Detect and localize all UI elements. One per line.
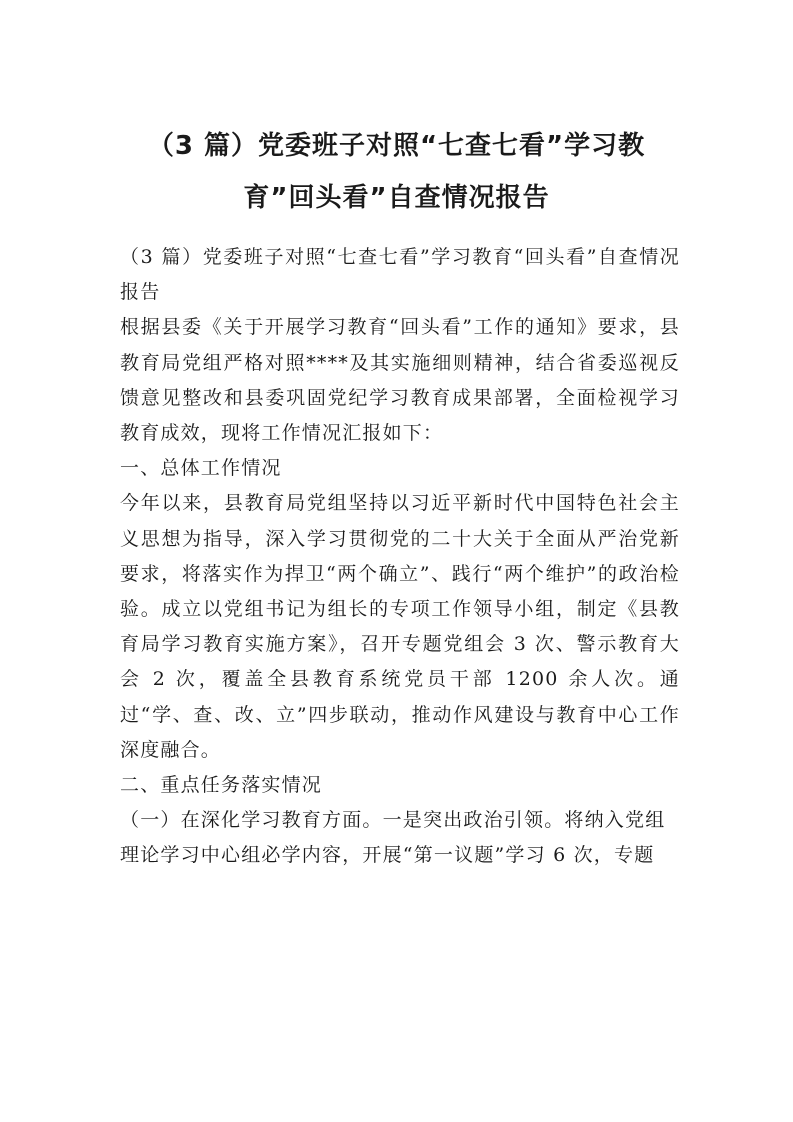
paragraph-subsection-1: （一）在深化学习教育方面。一是突出政治引领。将纳入党组 (120, 809, 666, 832)
title-line-1: （3 篇）党委班子对照“七查七看”学习教 (147, 131, 646, 161)
section-heading-2: 二、重点任务落实情况 (120, 774, 323, 797)
paragraph-subtitle: （3 篇）党委班子对照“七查七看”学习教育“回头看”自查情况报告 (120, 246, 680, 304)
paragraph-intro: 根据县委《关于开展学习教育“回头看”工作的通知》要求，县教育局党组严格对照****及其实施细则精神，结合省委巡视反馈意见整改和县委巩固党纪学习教育成果部署，全面检视学习教育成效，现将工作情况汇报如下： (120, 316, 680, 445)
title-line-2: 育”回头看”自查情况报告 (243, 183, 550, 213)
paragraph-continuation: 理论学习中心组必学内容，开展“第一议题”学习 6 次，专题 (120, 844, 655, 867)
document-body (120, 240, 680, 874)
paragraph-overview: 今年以来，县教育局党组坚持以习近平新时代中国特色社会主义思想为指导，深入学习贯彻党的二十大关于全面从严治党新要求，将落实作为捍卫“两个确立”、践行“两个维护”的政治检验。成立以党组书记为组长的专项工作领导小组，制定《县教育局学习教育实施方案》，召开专题党组会 3 次、警示教育大会 2 次，覆盖全县教育系统党员干部 1200 余人次。通过“学、查、改、立”四步联动，推动作风建设与教育中心工作深度融合。 (120, 492, 680, 761)
section-heading-1: 一、总体工作情况 (120, 457, 282, 480)
document-title (110, 120, 683, 224)
